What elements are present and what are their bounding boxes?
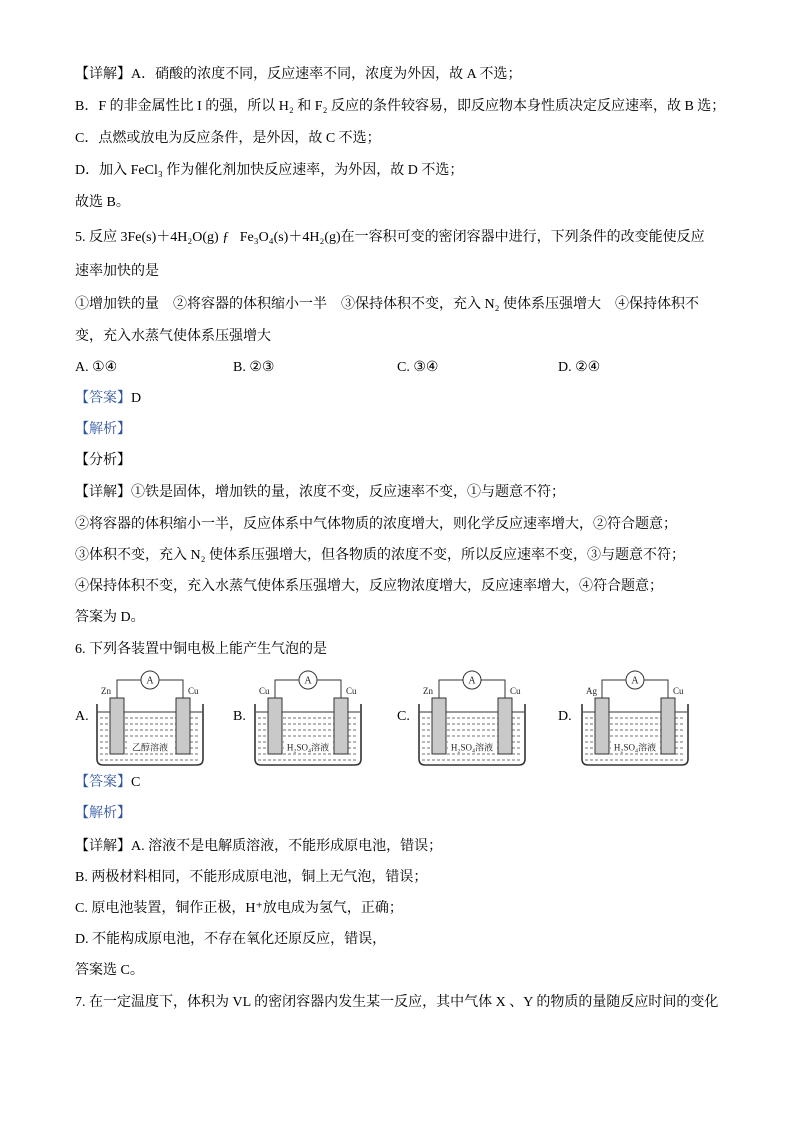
q6-detail-label: 【详解】 [75,839,131,854]
q4-conclusion: 故选 B。 [75,195,130,210]
q6-detail-line-1 [75,837,442,857]
ammeter-label: A [631,675,639,687]
q5-stem-line-1: 5. 反应 3Fe(s)＋4H₂O(g) ƒ Fe₃O₄(s)＋4H₂(g)在一容积可变的密闭容器中进行，下列条件的改变能使反应 [75,230,705,245]
left-electrode [110,698,124,754]
q5-conclusion: 答案为 D。 [75,610,145,625]
q6-detail-line-4: D. 不能构成原电池，不存在氧化还原反应，错误， [75,932,387,947]
q5-stem-line-2: 速率加快的是 [75,264,159,279]
left-electrode-label: Cu [259,686,270,696]
right-electrode-label: Cu [346,686,357,696]
q6-detail-line-2: B. 两极材料相同，不能形成原电池，铜上无气泡，错误； [75,870,428,885]
q6-option-a-label: A. [75,709,89,724]
q5-detail-text-1: ①铁是固体，增加铁的量，浓度不变，反应速率不变，①与题意不符； [131,485,565,500]
right-electrode-label: Cu [673,686,684,696]
right-electrode [334,698,348,754]
left-electrode [268,698,282,754]
q5-fenxi-label: 【分析】 [75,453,131,468]
galvanic-cell-diagram-c [417,668,527,768]
q6-option-c-label: C. [397,709,410,724]
right-electrode-label: Cu [188,686,199,696]
q6-conclusion: 答案选 C。 [75,963,144,978]
q5-analysis-label: 【解析】 [75,422,131,437]
ammeter-label: A [304,675,312,687]
q4-detail-line-a [75,65,521,85]
q7-stem: 7. 在一定温度下，体积为 VL 的密闭容器内发生某一反应，其中气体 X 、Y 的物质的量随反应时间的变化 [75,995,719,1010]
left-electrode [595,698,609,754]
q5-conditions-line-2: 变，充入水蒸气使体系压强增大 [75,329,271,344]
solution-label: H₂SO₄溶液 [286,742,330,753]
galvanic-cell-diagram-a [95,668,205,768]
solution-label: H₂SO₄溶液 [613,742,657,753]
q6-answer-value: C [131,775,141,790]
right-electrode [176,698,190,754]
q5-option-a: A. ①④ [75,360,118,375]
left-electrode-label: Ag [586,686,597,696]
ammeter-label: A [468,675,476,687]
ammeter-label: A [146,675,154,687]
q5-answer-value: D [131,391,142,406]
q5-answer-label: 【答案】 [75,391,131,406]
q5-answer-line [75,389,141,409]
right-electrode [661,698,675,754]
solution-label: 乙醇溶液 [131,742,169,753]
q6-option-d-label: D. [558,709,572,724]
q5-option-b: B. ②③ [233,360,275,375]
q5-conditions-line-1: ①增加铁的量 ②将容器的体积缩小一半 ③保持体积不变，充入 N₂ 使体系压强增大 ④保持体积不 [75,297,699,312]
q6-detail-line-3: C. 原电池装置，铜作正极，H⁺放电成为氢气，正确； [75,901,403,916]
q4-detail-text-a: A．硝酸的浓度不同，反应速率不同，浓度为外因，故 A 不选； [131,67,522,82]
galvanic-cell-diagram-d [580,668,690,768]
q6-answer-line [75,773,140,793]
q6-stem: 6. 下列各装置中铜电极上能产生气泡的是 [75,642,327,657]
left-electrode [432,698,446,754]
q4-detail-label: 【详解】 [75,67,131,82]
q6-option-b-label: B. [233,709,246,724]
right-electrode-label: Cu [510,686,521,696]
left-electrode-label: Zn [101,686,111,696]
left-electrode-label: Zn [423,686,433,696]
q6-detail-text-1: A. 溶液不是电解质溶液，不能形成原电池，错误； [131,839,443,854]
q4-detail-line-c: C．点燃或放电为反应条件，是外因，故 C 不选； [75,131,381,146]
q5-option-c: C. ③④ [397,360,439,375]
q4-detail-line-d: D．加入 FeCl₃ 作为催化剂加快反应速率，为外因，故 D 不选； [75,163,464,178]
solution-label: H₂SO₄溶液 [450,742,494,753]
q6-answer-label: 【答案】 [75,775,131,790]
galvanic-cell-diagram-b [253,668,363,768]
q5-detail-line-2: ②将容器的体积缩小一半，反应体系中气体物质的浓度增大，则化学反应速率增大，②符合题意； [75,517,677,532]
q6-analysis-label: 【解析】 [75,806,131,821]
q4-detail-line-b: B．F 的非金属性比 I 的强，所以 H₂ 和 F₂ 反应的条件较容易，即反应物本身性质决定反应速率，故 B 选； [75,99,726,114]
q5-detail-label: 【详解】 [75,485,131,500]
q5-detail-line-1 [75,483,565,503]
right-electrode [498,698,512,754]
q5-detail-line-3: ③体积不变，充入 N₂ 使体系压强增大，但各物质的浓度不变，所以反应速率不变，③与题意不符； [75,548,685,563]
q5-option-d: D. ②④ [558,360,601,375]
q5-detail-line-4: ④保持体积不变，充入水蒸气使体系压强增大，反应物浓度增大，反应速率增大，④符合题意； [75,579,663,594]
